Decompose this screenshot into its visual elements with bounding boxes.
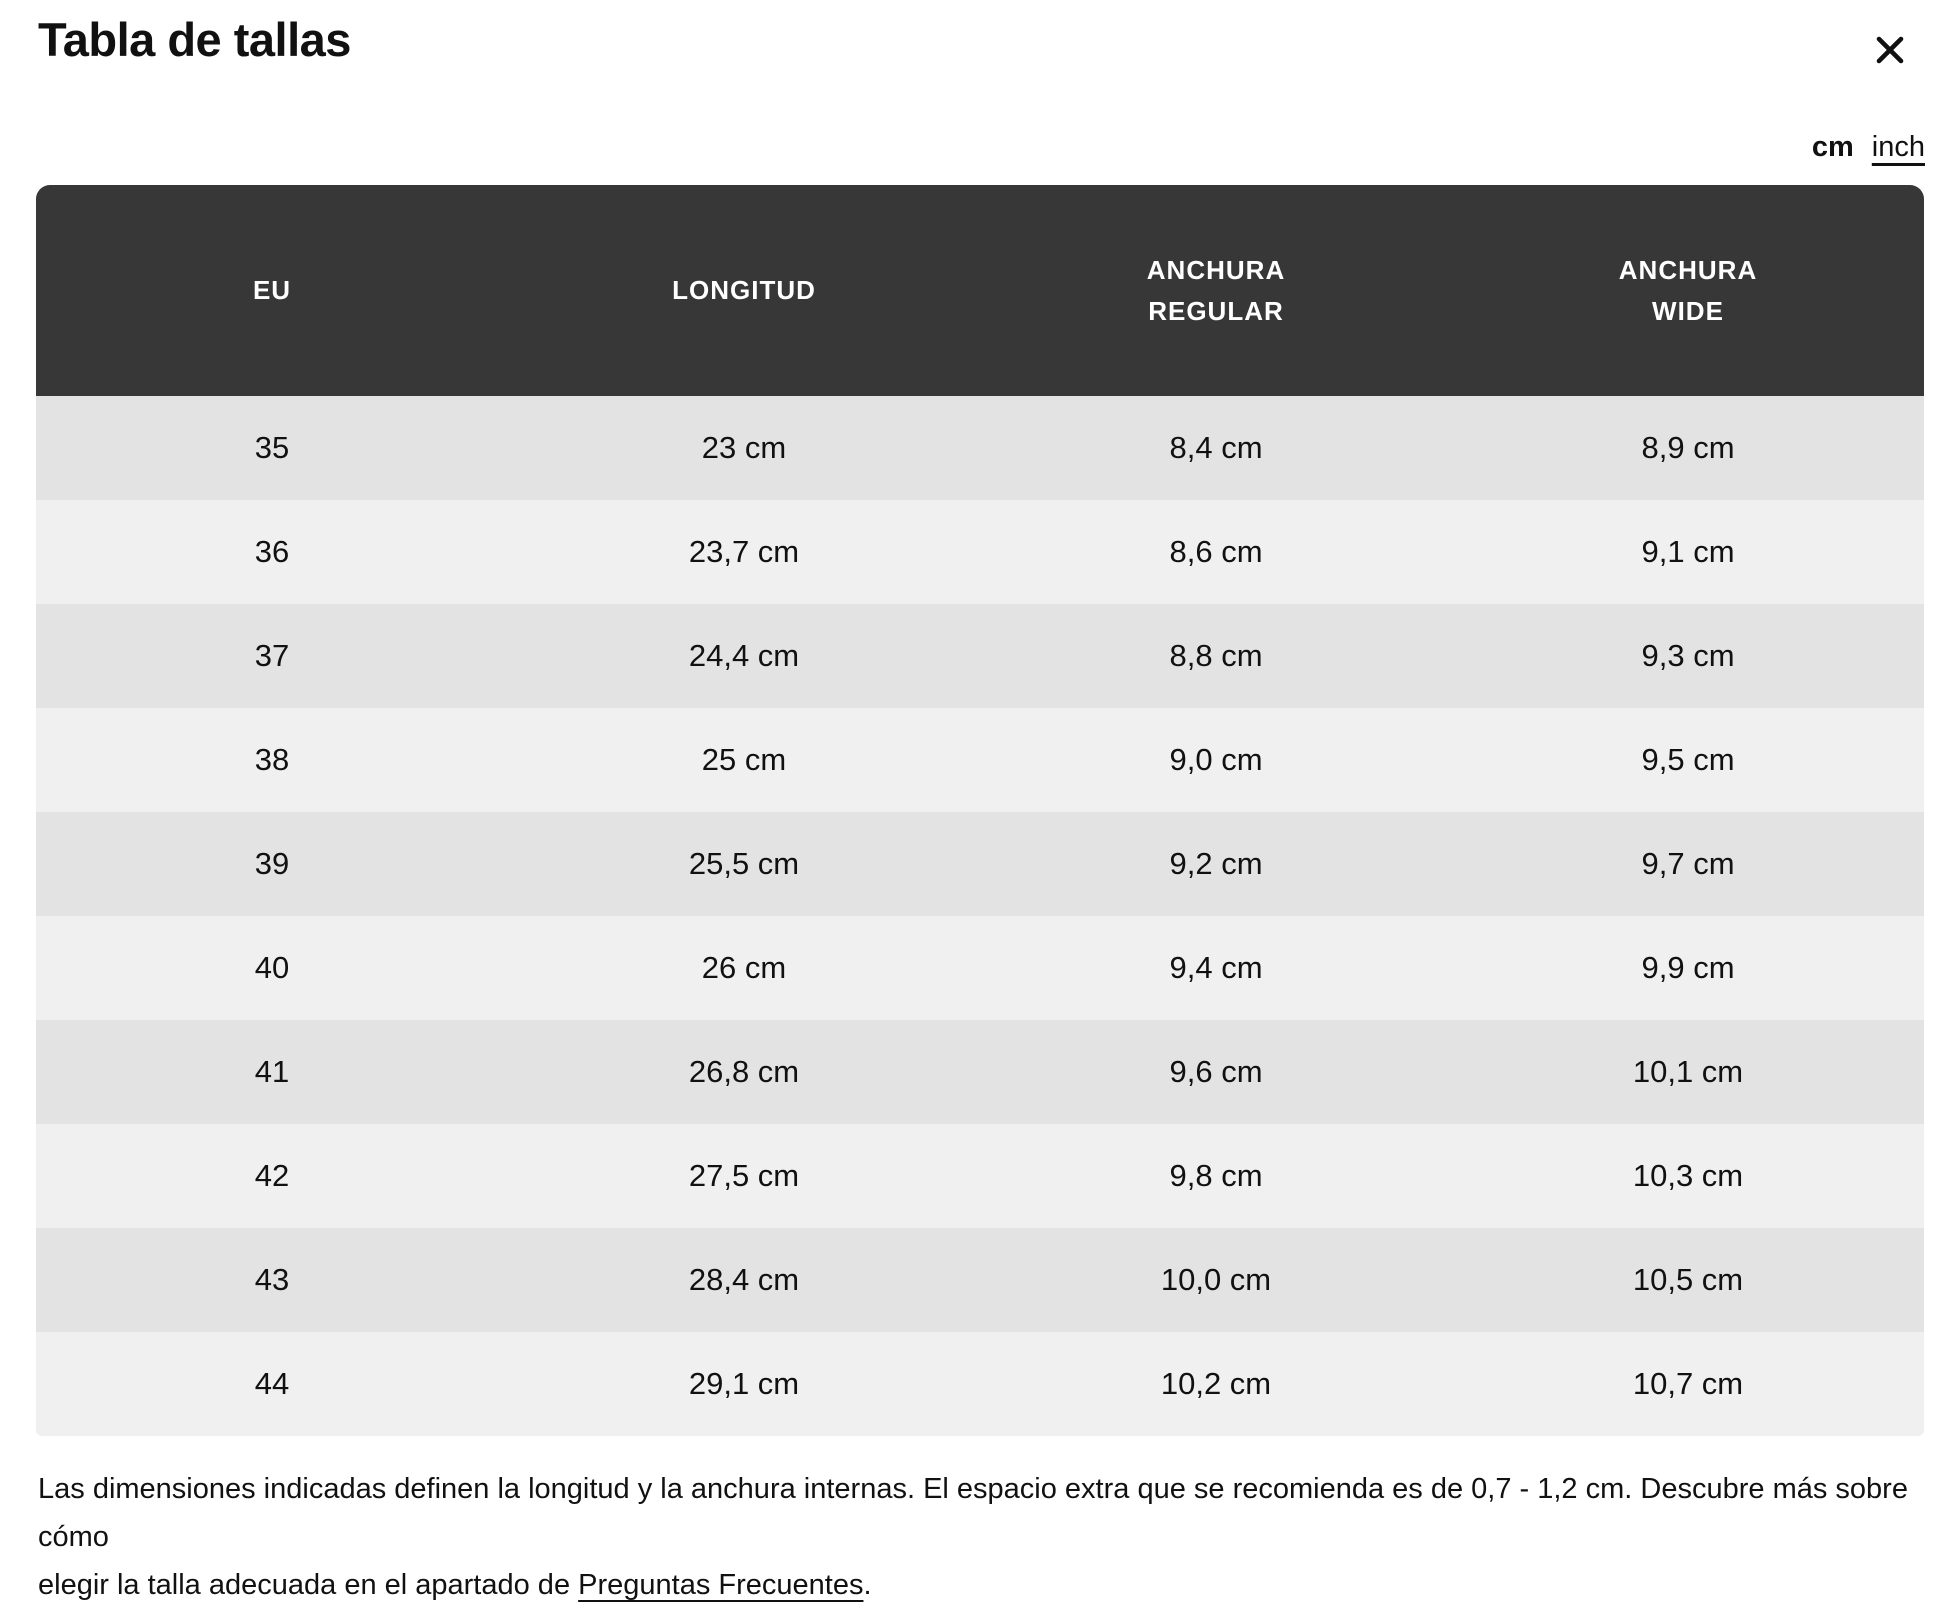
cell-eu: 38 bbox=[254, 742, 290, 777]
cell-anchura-regular: 8,4 cm bbox=[1169, 430, 1263, 465]
cell-anchura-regular: 8,8 cm bbox=[1169, 638, 1263, 673]
cell-longitud: 28,4 cm bbox=[688, 1262, 800, 1297]
cell-anchura-regular: 9,8 cm bbox=[1169, 1158, 1263, 1193]
table-header-row bbox=[36, 185, 1924, 396]
cell-anchura-regular: 9,2 cm bbox=[1169, 846, 1263, 881]
cell-anchura-regular: 10,0 cm bbox=[1160, 1262, 1272, 1297]
cell-anchura-regular: 9,0 cm bbox=[1169, 742, 1263, 777]
table-row bbox=[36, 812, 1924, 916]
col-header-longitud-label: LONGITUD bbox=[672, 275, 816, 305]
cell-longitud: 29,1 cm bbox=[688, 1366, 800, 1401]
cell-anchura-regular: 8,6 cm bbox=[1169, 534, 1263, 569]
cell-eu: 39 bbox=[254, 846, 290, 881]
cell-anchura-wide: 9,1 cm bbox=[1641, 534, 1735, 569]
close-icon bbox=[1871, 31, 1909, 69]
page-title: Tabla de tallas bbox=[38, 13, 351, 66]
cell-eu: 35 bbox=[254, 430, 290, 465]
cell-anchura-regular: 9,6 cm bbox=[1169, 1054, 1263, 1089]
faq-link[interactable]: Preguntas Frecuentes bbox=[578, 1569, 864, 1601]
table-row bbox=[36, 1020, 1924, 1124]
table-row bbox=[36, 916, 1924, 1020]
cell-eu: 43 bbox=[254, 1262, 290, 1297]
cell-longitud: 27,5 cm bbox=[688, 1158, 800, 1193]
table-row bbox=[36, 500, 1924, 604]
cell-eu: 44 bbox=[254, 1366, 290, 1401]
cell-longitud: 26,8 cm bbox=[688, 1054, 800, 1089]
table-row bbox=[36, 604, 1924, 708]
cell-anchura-wide: 10,1 cm bbox=[1632, 1054, 1744, 1089]
size-note-line1: Las dimensiones indicadas definen la longitud y la anchura internas. El espacio extra que se recomienda es de 0,7 - 1,2 cm. Descubre más sobre cómo bbox=[38, 1473, 1908, 1553]
size-note-period: . bbox=[863, 1569, 872, 1601]
table-row bbox=[36, 1124, 1924, 1228]
cell-eu: 41 bbox=[254, 1054, 290, 1089]
cell-anchura-wide: 9,7 cm bbox=[1641, 846, 1735, 881]
table-row bbox=[36, 1228, 1924, 1332]
cell-longitud: 26 cm bbox=[701, 950, 787, 985]
col-header-anchura-regular: ANCHURA REGULAR bbox=[1146, 254, 1286, 326]
close-button[interactable] bbox=[1868, 28, 1912, 72]
table-row bbox=[36, 396, 1924, 500]
table-row bbox=[36, 708, 1924, 812]
col-header-eu bbox=[36, 270, 508, 311]
size-chart-table bbox=[36, 185, 1924, 1436]
cell-eu: 36 bbox=[254, 534, 290, 569]
cell-anchura-wide: 8,9 cm bbox=[1641, 430, 1735, 465]
unit-inch-button[interactable]: inch bbox=[1871, 131, 1925, 163]
cell-longitud: 25,5 cm bbox=[688, 846, 800, 881]
cell-eu: 40 bbox=[254, 950, 290, 985]
size-note bbox=[38, 1465, 1918, 1609]
cell-anchura-wide: 9,5 cm bbox=[1641, 742, 1735, 777]
cell-longitud: 23,7 cm bbox=[688, 534, 800, 569]
cell-anchura-regular: 9,4 cm bbox=[1169, 950, 1263, 985]
col-header-anchura-wide: ANCHURA WIDE bbox=[1618, 254, 1758, 326]
unit-toggle bbox=[1812, 131, 1925, 164]
cell-longitud: 23 cm bbox=[701, 430, 787, 465]
cell-anchura-wide: 9,3 cm bbox=[1641, 638, 1735, 673]
cell-longitud: 25 cm bbox=[701, 742, 787, 777]
size-note-line2-prefix: elegir la talla adecuada en el apartado de bbox=[38, 1569, 579, 1601]
cell-anchura-wide: 10,7 cm bbox=[1632, 1366, 1744, 1401]
table-row bbox=[36, 1332, 1924, 1436]
cell-anchura-wide: 9,9 cm bbox=[1641, 950, 1735, 985]
cell-eu: 37 bbox=[254, 638, 290, 673]
cell-anchura-wide: 10,5 cm bbox=[1632, 1262, 1744, 1297]
cell-anchura-wide: 10,3 cm bbox=[1632, 1158, 1744, 1193]
unit-cm-button[interactable]: cm bbox=[1811, 131, 1854, 163]
cell-eu: 42 bbox=[254, 1158, 290, 1193]
cell-anchura-regular: 10,2 cm bbox=[1160, 1366, 1272, 1401]
col-header-longitud bbox=[508, 270, 980, 311]
cell-longitud: 24,4 cm bbox=[688, 638, 800, 673]
col-header-eu-label: EU bbox=[252, 275, 292, 305]
